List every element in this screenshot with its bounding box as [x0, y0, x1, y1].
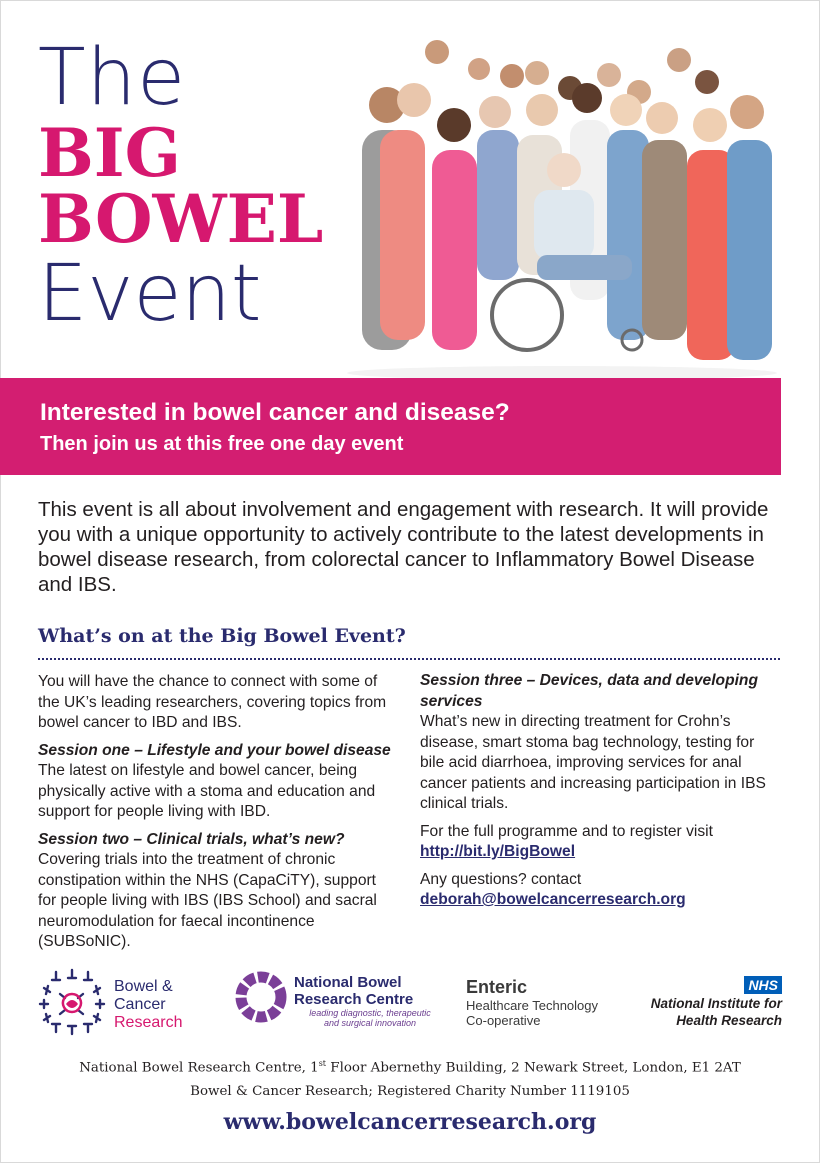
session-two-text: Covering trials into the treatment of chronic constipation within the NHS (CapaCiTY), support for people living with IBS (IBS School) and sacral neuromodulation for faecal incontinence (SUBSoNIC). [38, 851, 377, 950]
nbrc-line2: Research Centre [294, 991, 414, 1008]
dotted-divider [38, 658, 780, 660]
session-one-title: Session one – Lifestyle and your bowel disease [38, 741, 391, 759]
whats-on-heading: What’s on at the Big Bowel Event? [38, 625, 406, 647]
nhs-badge: NHS [744, 976, 782, 994]
event-title [38, 33, 368, 339]
banner-subheading: Then join us at this free one day event [40, 433, 404, 455]
bcr-wordmark [114, 978, 182, 1032]
nbrc-ring-icon [234, 970, 288, 1024]
enteric-line1: Healthcare Technology [466, 998, 599, 1013]
group-photo [342, 40, 782, 380]
session-two-title: Session two – Clinical trials, what’s new? [38, 830, 345, 848]
banner-heading: Interested in bowel cancer and disease? [40, 399, 510, 426]
session-one [38, 741, 398, 823]
nihr-line1: National Institute for [650, 996, 782, 1011]
programme-info [420, 822, 780, 863]
bcr-line2: Cancer [114, 996, 166, 1013]
session-one-text: The latest on lifestyle and bowel cancer, being physically active with a stoma and education and support for people living with IBD. [38, 762, 376, 820]
questions-info [420, 870, 780, 911]
opening-text: You will have the chance to connect with some of the UK’s leading researchers, covering topics from bowel cancer to IBD and IBS. [38, 673, 387, 731]
programme-left-column [38, 672, 398, 960]
programme-text: For the full programme and to register visit [420, 822, 713, 840]
title-event: Event [38, 249, 262, 339]
programme-link[interactable]: http://bit.ly/BigBowel [420, 843, 576, 860]
intro-text: This event is all about involvement and engagement with research. It will provide you with a unique opportunity to actively contribute to the latest developments in bowel disease research, from colorectal cancer to Inflammatory Bowel Disease and IBS. [38, 498, 769, 596]
footer-address [0, 1059, 820, 1075]
contact-email-link[interactable]: deborah@bowelcancerresearch.org [420, 891, 686, 908]
bcr-line1: Bowel & [114, 978, 173, 995]
session-three [420, 671, 780, 815]
enteric-line2: Co-operative [466, 1013, 541, 1028]
intro-paragraph [38, 497, 778, 597]
nbrc-sub2: and surgical innovation [323, 1018, 417, 1028]
nbrc-tagline [300, 1008, 440, 1028]
title-bowel: BOWEL [38, 180, 324, 258]
address-pre: National Bowel Research Centre, 1 [79, 1060, 319, 1076]
nihr-line2: Health Research [676, 1013, 782, 1028]
title-big: BIG [38, 114, 182, 192]
title-the: The [38, 33, 187, 123]
nbrc-line1: National Bowel [294, 974, 402, 991]
bcr-emblem-icon [36, 966, 108, 1036]
footer-charity: Bowel & Cancer Research; Registered Charity Number 1119105 [190, 1084, 630, 1099]
session-three-title: Session three – Devices, data and developing services [420, 672, 758, 710]
people-back-row [425, 40, 719, 104]
bcr-line3: Research [114, 1014, 183, 1031]
headline-banner [0, 378, 781, 475]
enteric-title: Enteric [466, 977, 528, 997]
enteric-logo [466, 977, 626, 1033]
questions-text: Any questions? contact [420, 870, 582, 888]
address-sup: st [318, 1059, 327, 1068]
nbrc-wordmark [294, 974, 413, 1008]
session-three-text: What’s new in directing treatment for Crohn’s disease, smart stoma bag technology, testing for bile acid diarrhoea, improving services for anal cancer patients and increasing participation in IBS clinical trials. [420, 713, 766, 812]
bowel-cancer-research-logo [36, 966, 216, 1036]
footer-website[interactable]: www.bowelcancerresearch.org [223, 1109, 597, 1135]
nihr-logo [636, 976, 782, 1032]
national-bowel-research-centre-logo [234, 970, 444, 1030]
session-two [38, 830, 398, 953]
nbrc-sub1: leading diagnostic, therapeutic [309, 1008, 431, 1018]
address-post: Floor Abernethy Building, 2 Newark Street, London, E1 2AT [326, 1060, 741, 1076]
programme-right-column [420, 671, 780, 918]
